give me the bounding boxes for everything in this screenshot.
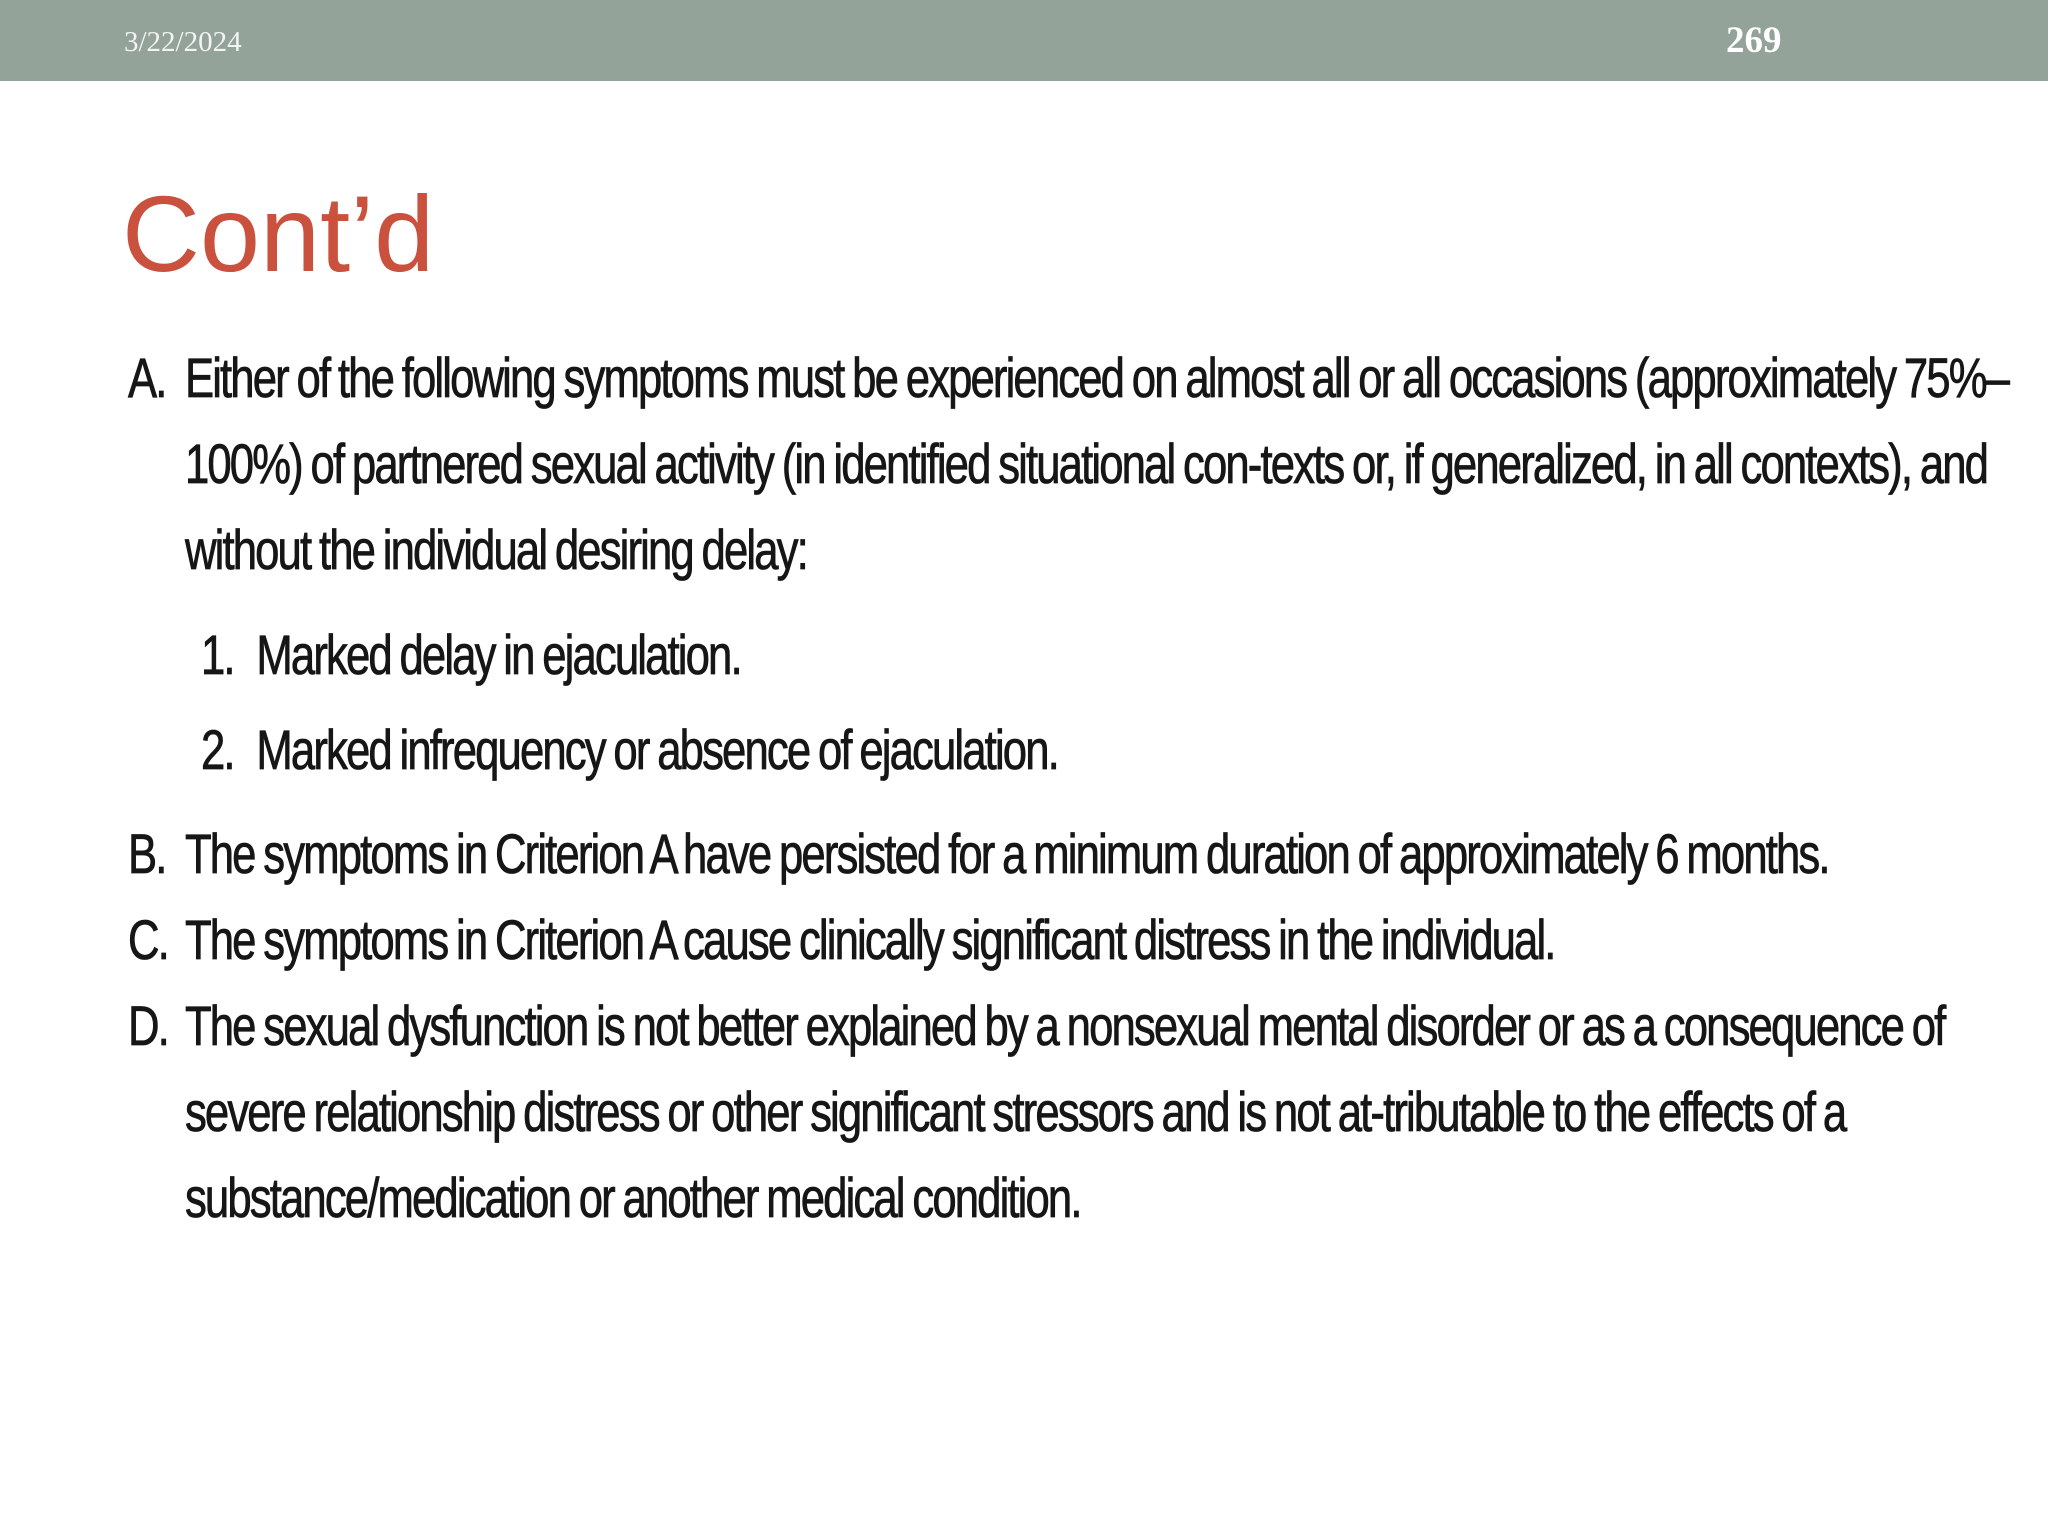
criterion-c-text: The symptoms in Criterion A cause clinically significant distress in the individual. (184, 908, 1555, 971)
slide-page-number: 269 (1726, 20, 1782, 61)
subitem-2-number: 2. (201, 718, 234, 781)
criterion-b-text: The symptoms in Criterion A have persisted for a minimum duration of approximately 6 months. (184, 822, 1829, 885)
subitem-2-text: Marked infrequency or absence of ejaculation. (256, 718, 1058, 781)
criterion-b-letter: B. (128, 822, 166, 885)
subitem-1 (201, 607, 1816, 702)
subitem-2 (201, 702, 1816, 797)
criterion-d (128, 983, 2015, 1241)
criterion-a-subitems (128, 607, 1958, 797)
criterion-a-text: Either of the following symptoms must be experienced on almost all or all occasions (approximately 75%–100%) of partnered sexual activity (in identified situational con-texts or, if generalized, in all contexts), and without the individual desiring delay: (184, 346, 2009, 581)
criterion-c-letter: C. (128, 908, 168, 971)
subitem-1-number: 1. (201, 623, 234, 686)
slide-title: Cont’d (122, 173, 435, 294)
subitem-1-text: Marked delay in ejaculation. (256, 623, 741, 686)
criterion-b (128, 811, 2015, 897)
criterion-d-letter: D. (128, 994, 168, 1057)
header-bar (0, 0, 2048, 81)
criterion-a-letter: A. (128, 346, 166, 409)
criterion-a (128, 335, 2015, 593)
criterion-d-text: The sexual dysfunction is not better explained by a nonsexual mental disorder or as a consequence of severe relationship distress or other significant stressors and is not at-tributable to the effects of a substance/medication or another medical condition. (184, 994, 1945, 1229)
slide-date: 3/22/2024 (124, 26, 242, 58)
criteria-list (128, 335, 2009, 1241)
criterion-c (128, 897, 2015, 983)
